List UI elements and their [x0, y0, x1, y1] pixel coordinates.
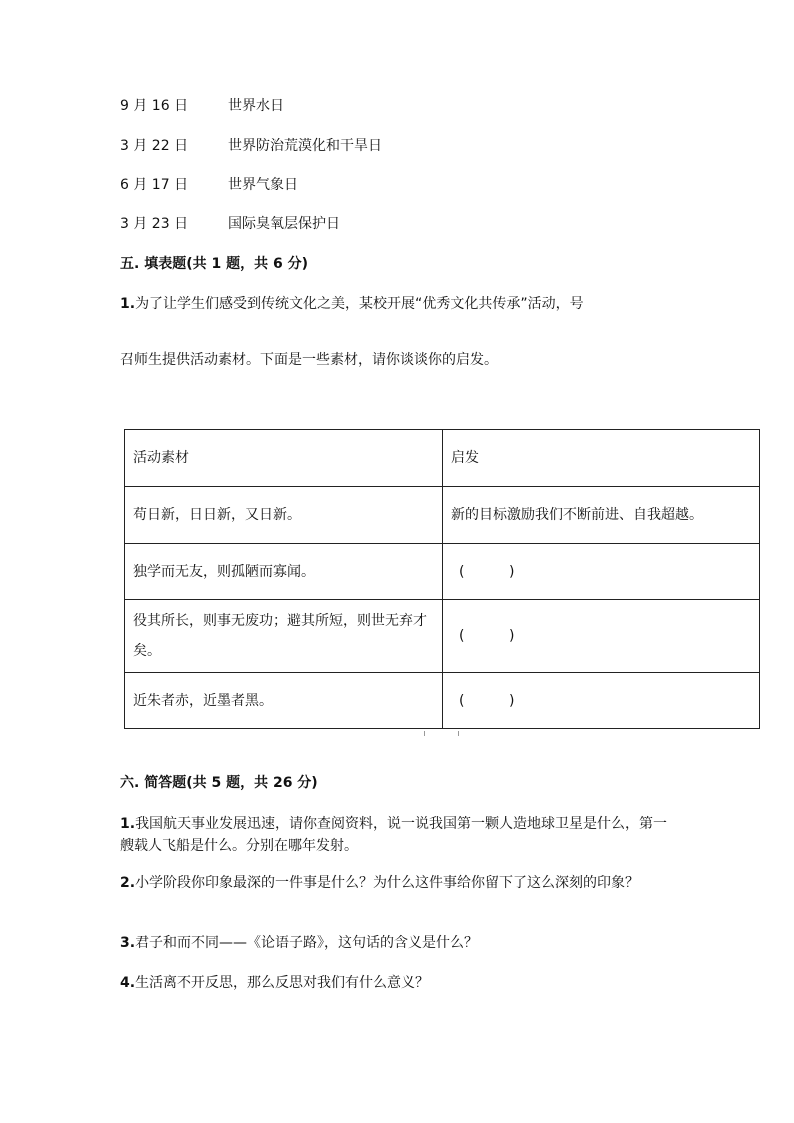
- material-cell: 役其所长，则事无废功；避其所短，则世无弃才矣。: [125, 600, 443, 673]
- table-row: [125, 600, 760, 673]
- section5-title: 五. 填表题(共 1 题，共 6 分): [120, 256, 308, 272]
- material-cell: 近朱者赤，近墨者黑。: [125, 673, 443, 729]
- question-number: 1.: [120, 296, 136, 312]
- section5-question-1: [120, 293, 680, 315]
- event-label: 世界防治荒漠化和干旱日: [228, 138, 382, 154]
- table-header-row: [125, 430, 760, 487]
- section6-question: [120, 972, 680, 994]
- question-text: 君子和而不同——《论语子路》，这句话的含义是什么？: [135, 935, 479, 951]
- question-number: 1.: [120, 816, 136, 832]
- table-header-insight: 启发: [443, 430, 760, 487]
- section6-title: 六. 简答题(共 5 题，共 26 分): [120, 775, 318, 791]
- table-tick-mark: [458, 731, 459, 736]
- answer-blank[interactable]: ( ): [459, 563, 515, 580]
- event-label: 国际臭氧层保护日: [228, 216, 340, 232]
- date-label: 9 月 16 日: [120, 98, 189, 114]
- date-label: 3 月 22 日: [120, 138, 189, 154]
- table-header-material: 活动素材: [125, 430, 443, 487]
- date-label: 6 月 17 日: [120, 177, 189, 193]
- question-number: 4.: [120, 975, 136, 991]
- insight-cell: [443, 600, 760, 673]
- event-label: 世界水日: [228, 98, 284, 114]
- date-label: 3 月 23 日: [120, 216, 189, 232]
- question-text-line-1: 为了让学生们感受到传统文化之美，某校开展“优秀文化共传承”活动，号: [135, 296, 584, 312]
- section6-question: [120, 813, 668, 857]
- question-number: 2.: [120, 875, 136, 891]
- insight-cell: 新的目标激励我们不断前进、自我超越。: [443, 487, 760, 544]
- section6-question: [120, 872, 668, 894]
- insight-cell: [443, 673, 760, 729]
- table-tick-mark: [424, 731, 425, 736]
- material-cell: 苟日新，日日新，又日新。: [125, 487, 443, 544]
- event-label: 世界气象日: [228, 177, 298, 193]
- answer-blank[interactable]: ( ): [459, 628, 515, 644]
- question-text: 生活离不开反思，那么反思对我们有什么意义？: [135, 975, 430, 991]
- table-row: [125, 673, 760, 729]
- section6-question: [120, 932, 680, 954]
- question-number: 3.: [120, 935, 136, 951]
- section5-question-1-cont: [120, 349, 680, 371]
- answer-blank[interactable]: ( ): [459, 692, 515, 709]
- material-cell: 独学而无友，则孤陋而寡闻。: [125, 544, 443, 600]
- question-text: 我国航天事业发展迅速，请你查阅资料，说一说我国第一颗人造地球卫星是什么，第一艘载人飞船是什么。分别在哪年发射。: [120, 816, 668, 854]
- question-text-line-2: 召师生提供活动素材。下面是一些素材，请你谈谈你的启发。: [120, 352, 498, 368]
- insight-cell: [443, 544, 760, 600]
- table-row: [125, 544, 760, 600]
- question-text: 小学阶段你印象最深的一件事是什么？为什么这件事给你留下了这么深刻的印象？: [135, 875, 640, 891]
- table-row: [125, 487, 760, 544]
- material-table: [124, 429, 760, 729]
